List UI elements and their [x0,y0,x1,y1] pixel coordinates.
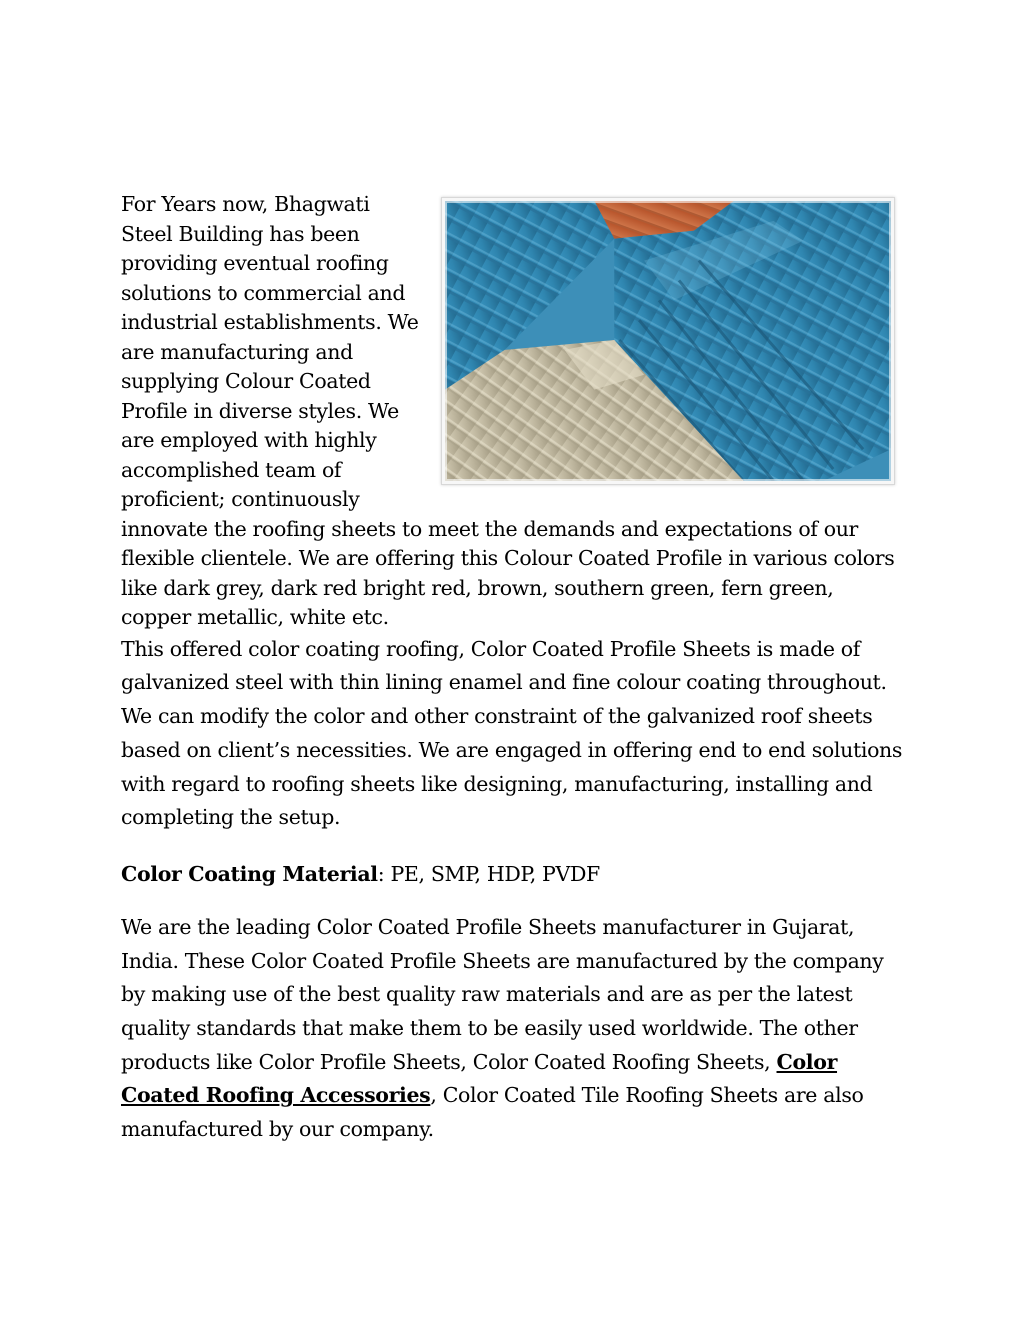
roofing-sheets-photo [441,197,895,485]
manufacturer-paragraph [121,911,907,1146]
manufacturer-text-start: We are the leading Color Coated Profile Sheets manufacturer in Gujarat, India. These Color Coated Profile Sheets are manufactured by the company by making use of the best quality raw materials and are as per the latest quality standards that make them to be easily used worldwide. The other products like Color Profile Sheets, Color Coated Roofing Sheets, [121,915,884,1074]
coating-description-paragraph: This offered color coating roofing, Color Coated Profile Sheets is made of galvanized steel with thin lining enamel and fine colour coating throughout. We can modify the color and other constraint of the galvanized roof sheets based on client’s necessities. We are engaged in offering end to end solutions with regard to roofing sheets like designing, manufacturing, installing and completing the setup. [121,636,903,830]
intro-paragraph: For Years now, Bhagwati Steel Building has been providing eventual roofing solutions to commercial and industrial establishments. We are manufacturing and supplying Colour Coated Profile in diverse styles. We are employed with highly accomplished team of proficient; continuously innovate the roofing sheets to meet the demands and expectations of our flexible clientele. We are offering this Colour Coated Profile in various colors like dark grey, dark red bright red, brown, southern green, fern green, copper metallic, white etc. [121,192,895,629]
coating-material-label: Color Coating Material [121,862,378,887]
coating-material-line [121,859,907,889]
coating-material-value: : PE, SMP, HDP, PVDF [377,862,600,887]
manufacturer-text-end: , Color Coated Tile Roofing Sheets are also manufactured by our company. [121,1083,864,1141]
roofing-accessories-link[interactable]: Color Coated Roofing Accessories [121,1049,838,1108]
content-block [121,190,907,1146]
roofing-sheets-illustration [445,201,891,481]
